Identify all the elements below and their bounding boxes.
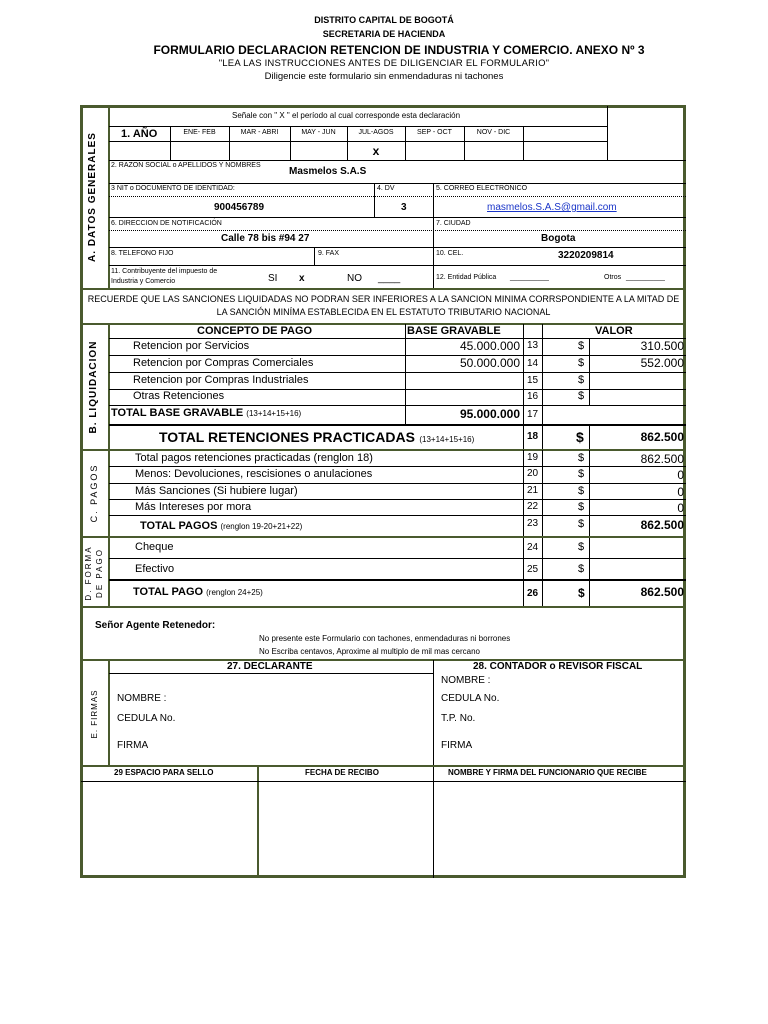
pago-row-3-valor[interactable]: 0 xyxy=(677,485,684,499)
cel-value[interactable]: 3220209814 xyxy=(558,250,614,261)
dv-value[interactable]: 3 xyxy=(401,202,407,213)
agente-line2: No Escriba centavos, Aproxime al multiplo de mil mas cercano xyxy=(259,647,480,656)
tel-label: 8. TELEFONO FIJO xyxy=(111,250,174,257)
contador-cedula[interactable]: CEDULA No. xyxy=(441,693,500,704)
section-d-label-2: DE PAGO xyxy=(95,548,104,598)
dollar-22: $ xyxy=(578,501,585,513)
header-line2: SECRETARIA DE HACIENDA xyxy=(322,29,446,39)
agente-title: Señor Agente Retenedor: xyxy=(95,620,216,631)
total-base-value[interactable]: 95.000.000 xyxy=(459,407,520,421)
efectivo-n: 25 xyxy=(526,564,539,575)
cheque-n: 24 xyxy=(526,542,539,553)
cheque-label: Cheque xyxy=(135,541,174,553)
liq-row-4-label: Otras Retenciones xyxy=(133,390,225,402)
total-base-label: TOTAL BASE GRAVABLE (13+14+15+16) xyxy=(111,407,302,419)
total-pagos-label: TOTAL PAGOS (renglon 19-20+21+22) xyxy=(140,520,303,532)
entidad-label: 12. Entidad Pública xyxy=(436,274,497,281)
section-d-label-1: D. FORMA xyxy=(84,545,93,601)
dir-label: 6. DIRECCION DE NOTIFICACIÓN xyxy=(111,220,222,227)
pago-row-2-valor[interactable]: 0 xyxy=(677,468,684,482)
period-ene-feb[interactable]: ENE- FEB xyxy=(183,129,216,136)
liq-row-3-label: Retencion por Compras Industriales xyxy=(133,374,309,386)
total-base-n: 17 xyxy=(526,409,539,420)
dollar-24: $ xyxy=(578,541,585,553)
liq-row-1-n: 13 xyxy=(526,340,539,351)
fax-label: 9. FAX xyxy=(318,250,340,257)
total-ret-label: TOTAL RETENCIONES PRACTICADAS (13+14+15+16) xyxy=(159,429,475,445)
declarante-firma[interactable]: FIRMA xyxy=(117,740,149,751)
contador-title: 28. CONTADOR o REVISOR FISCAL xyxy=(473,661,643,672)
pago-row-2-label: Menos: Devoluciones, rescisiones o anulaciones xyxy=(135,468,373,480)
pago-row-3-n: 21 xyxy=(526,485,539,496)
pago-row-1-valor[interactable]: 862.500 xyxy=(640,452,684,466)
si-label: SI xyxy=(268,273,278,284)
dollar-20: $ xyxy=(578,468,585,480)
razon-value[interactable]: Masmelos S.A.S xyxy=(289,166,367,177)
period-mar-abr[interactable]: MAR - ABRI xyxy=(240,129,279,136)
dollar-18: $ xyxy=(576,429,584,445)
section-b-label: B. LIQUIDACION xyxy=(88,340,99,434)
dir-value[interactable]: Calle 78 bis #94 27 xyxy=(221,233,310,244)
period-instruction: Señale con " X " el período al cual corresponde esta declaración xyxy=(232,111,461,120)
contador-tp[interactable]: T.P. No. xyxy=(441,713,476,724)
total-pagos-n: 23 xyxy=(526,518,539,529)
email-value[interactable]: masmelos.S.A.S@gmail.com xyxy=(487,202,617,213)
declarante-nombre[interactable]: NOMBRE : xyxy=(117,693,167,704)
cel-label: 10. CEL. xyxy=(436,250,464,257)
pago-row-1-label: Total pagos retenciones practicadas (renglon 18) xyxy=(135,452,373,464)
pago-row-3-label: Más Sanciones (Si hubiere lugar) xyxy=(135,485,298,497)
no-amendments-note: Diligencie este formulario sin enmendaduras ni tachones xyxy=(264,71,504,82)
period-may-jun[interactable]: MAY - JUN xyxy=(301,129,336,136)
entidad-blank[interactable]: __________ xyxy=(510,274,549,281)
contador-nombre[interactable]: NOMBRE : xyxy=(441,675,491,686)
period-sep-oct[interactable]: SEP - OCT xyxy=(417,129,452,136)
instructions-note: "LEA LAS INSTRUCCIONES ANTES DE DILIGENCIAR EL FORMULARIO" xyxy=(218,58,550,69)
dollar-23: $ xyxy=(578,518,585,530)
total-pagos-value[interactable]: 862.500 xyxy=(640,518,684,532)
liq-row-4-n: 16 xyxy=(526,391,539,402)
contrib-label-1: 11. Contribuyente del impuesto de xyxy=(111,268,218,275)
otros-label: Otros xyxy=(604,274,622,281)
nit-label: 3 NIT o DOCUMENTO DE IDENTIDAD: xyxy=(111,185,235,192)
nit-value[interactable]: 900456789 xyxy=(214,202,265,213)
liq-row-2-label: Retencion por Compras Comerciales xyxy=(133,357,314,369)
dollar-25: $ xyxy=(578,563,585,575)
dollar-19: $ xyxy=(578,452,585,464)
efectivo-label: Efectivo xyxy=(135,563,175,575)
sello-label: 29 ESPACIO PARA SELLO xyxy=(114,768,214,777)
dollar-13: $ xyxy=(578,340,585,352)
otros-blank[interactable]: __________ xyxy=(626,274,665,281)
pago-row-1-n: 19 xyxy=(526,452,539,463)
ciudad-value[interactable]: Bogota xyxy=(541,233,576,244)
form-title: FORMULARIO DECLARACION RETENCION DE INDUSTRIA Y COMERCIO. ANEXO Nº 3 xyxy=(153,43,645,57)
col-base: BASE GRAVABLE xyxy=(407,325,501,337)
si-mark[interactable]: x xyxy=(299,273,305,284)
pago-row-4-label: Más Intereses por mora xyxy=(135,501,252,513)
header-line1: DISTRITO CAPITAL DE BOGOTÁ xyxy=(314,15,454,25)
pago-row-4-valor[interactable]: 0 xyxy=(677,501,684,515)
warning-line1: RECUERDE QUE LAS SANCIONES LIQUIDADAS NO PODRAN SER INFERIORES A LA SANCION MINIMA CORRSPONDIENTE A LA MITAD DE xyxy=(87,294,680,304)
section-divider xyxy=(108,106,110,288)
no-blank[interactable]: ____ xyxy=(378,273,401,284)
liq-row-2-valor[interactable]: 552.000 xyxy=(640,356,684,370)
year-label: 1. AÑO xyxy=(121,128,158,140)
declarante-title: 27. DECLARANTE xyxy=(227,661,313,672)
total-pago-value[interactable]: 862.500 xyxy=(640,585,684,599)
section-a-label: A. DATOS GENERALES xyxy=(87,132,98,262)
fecha-recibo-label: FECHA DE RECIBO xyxy=(305,768,379,777)
period-mark[interactable]: x xyxy=(372,144,380,158)
dollar-26: $ xyxy=(578,586,585,600)
liq-row-1-label: Retencion por Servicios xyxy=(133,340,250,352)
liq-row-2-base[interactable]: 50.000.000 xyxy=(459,356,520,370)
section-e-label: E. FIRMAS xyxy=(90,689,99,739)
col-valor: VALOR xyxy=(595,325,633,337)
total-ret-value[interactable]: 862.500 xyxy=(640,430,684,444)
dollar-15: $ xyxy=(578,374,585,386)
dollar-14: $ xyxy=(578,357,585,369)
liq-row-3-n: 15 xyxy=(526,375,539,386)
contador-firma[interactable]: FIRMA xyxy=(441,740,473,751)
contrib-label-2: Industria y Comercio xyxy=(111,278,176,285)
dollar-21: $ xyxy=(578,485,585,497)
dollar-16: $ xyxy=(578,390,585,402)
declarante-cedula[interactable]: CEDULA No. xyxy=(117,713,176,724)
liq-row-2-n: 14 xyxy=(526,358,539,369)
agente-line1: No presente este Formulario con tachones, enmendaduras ni borrones xyxy=(259,634,511,643)
ciudad-label: 7. CIUDAD xyxy=(436,220,471,227)
section-c-label: C. PAGOS xyxy=(89,463,99,523)
total-pago-n: 26 xyxy=(526,588,539,599)
liq-row-1-valor[interactable]: 310.500 xyxy=(640,339,684,353)
total-ret-n: 18 xyxy=(526,431,539,442)
period-jul-ago[interactable]: JUL-AGOS xyxy=(358,129,394,136)
no-label: NO xyxy=(347,273,362,284)
razon-label: 2. RAZON SOCIAL o APELLIDOS Y NOMBRES xyxy=(111,162,261,169)
email-label: 5. CORREO ELECTRÓNICO xyxy=(436,185,528,192)
warning-line2: LA SANCIÓN MINÍMA ESTABLECIDA EN EL ESTATUTO TRIBUTARIO NACIONAL xyxy=(216,307,551,317)
liq-row-1-base[interactable]: 45.000.000 xyxy=(459,339,520,353)
funcionario-label: NOMBRE Y FIRMA DEL FUNCIONARIO QUE RECIBE xyxy=(448,768,647,777)
pago-row-2-n: 20 xyxy=(526,468,539,479)
dv-label: 4. DV xyxy=(377,185,395,192)
total-pago-label: TOTAL PAGO (renglon 24+25) xyxy=(133,586,263,598)
col-concepto: CONCEPTO DE PAGO xyxy=(197,325,313,337)
pago-row-4-n: 22 xyxy=(526,501,539,512)
period-nov-dic[interactable]: NOV - DIC xyxy=(476,129,511,136)
